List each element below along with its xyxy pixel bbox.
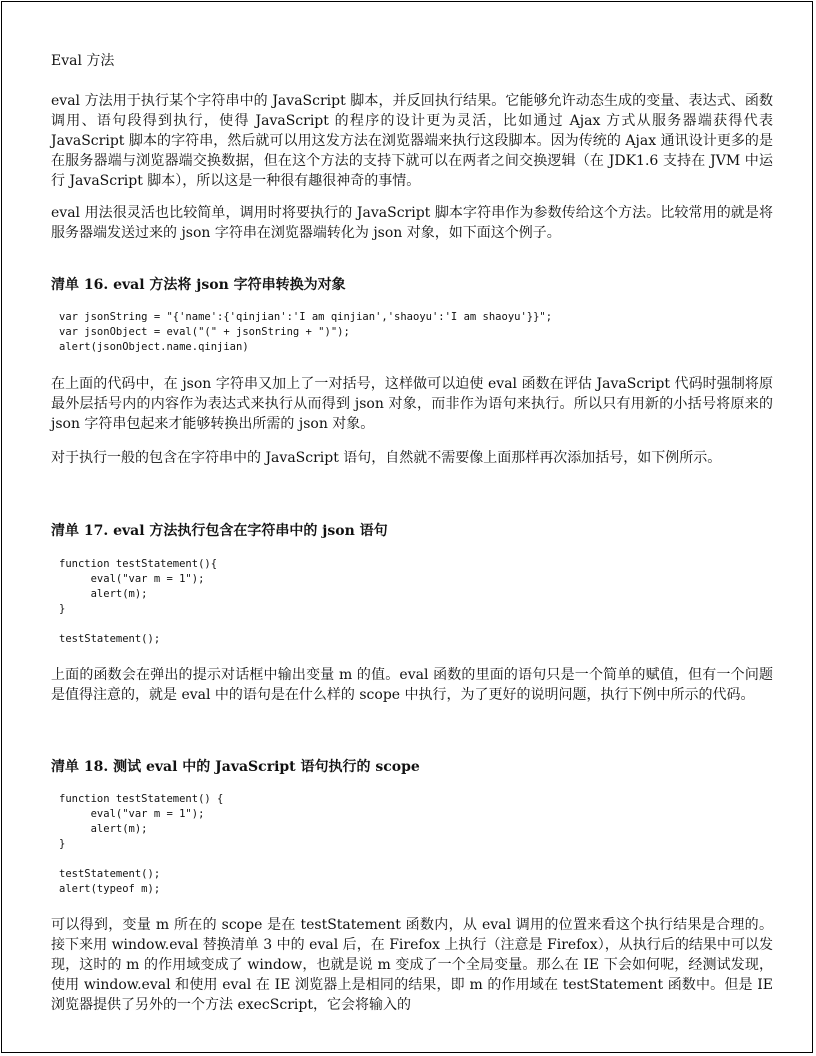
after-listing-17-paragraph: 上面的函数会在弹出的提示对话框中输出变量 m 的值。eval 函数的里面的语句只是一个简单的赋值，但有一个问题是值得注意的，就是 eval 中的语句是在什么样的 scope 中执行，为了更好的说明问题，执行下例中所示的代码。 <box>51 667 773 703</box>
section-title: Eval 方法 <box>51 53 115 69</box>
listing-17-code: function testStatement(){ eval("var m = 1"); alert(m); } testStatement(); <box>59 558 218 645</box>
listing-16-title: 清单 16. eval 方法将 json 字符串转换为对象 <box>51 277 346 293</box>
after-listing-16-paragraph: 在上面的代码中，在 json 字符串又加上了一对括号，这样做可以迫使 eval 函数在评估 JavaScript 代码时强制将原最外层括号内的内容作为表达式来执行从而得到 json 对象，而非作为语句来执行。所以只有用新的小括号将原来的 json 字符串包起来才能够转换出所需的 json 对象。 <box>51 376 773 432</box>
listing-18-title: 清单 18. 测试 eval 中的 JavaScript 语句执行的 scope <box>51 759 420 775</box>
intro-paragraph: eval 方法用于执行某个字符串中的 JavaScript 脚本，并反回执行结果。它能够允许动态生成的变量、表达式、函数调用、语句段得到执行，使得 JavaScript 的程序的设计更为灵活，比如通过 Ajax 方式从服务器端获得代表 JavaScript 脚本的字符串，然后就可以用这发方法在浏览器端来执行这段脚本。因为传统的 Ajax 通讯设计更多的是在服务器端与浏览器端交换数据，但在这个方法的支持下就可以在两者之间交换逻辑（在 JDK1.6 支持在 JVM 中运行 JavaScript 脚本），所以这是一种很有趣很神奇的事情。 <box>51 93 773 189</box>
listing-17-title: 清单 17. eval 方法执行包含在字符串中的 json 语句 <box>51 523 388 539</box>
before-listing-17-paragraph: 对于执行一般的包含在字符串中的 JavaScript 语句，自然就不需要像上面那样再次添加括号，如下例所示。 <box>51 450 722 466</box>
listing-18-code: function testStatement() { eval("var m = 1"); alert(m); } testStatement(); alert(typeof m); <box>59 793 224 895</box>
listing-16-code: var jsonString = "{'name':{'qinjian':'I am qinjian','shaoyu':'I am shaoyu'}}"; var jsonObject = eval("(" + jsonString + ")"); alert(jsonObject.name.qinjian) <box>59 311 553 353</box>
document-page <box>1 1 813 1053</box>
usage-paragraph: eval 用法很灵活也比较简单，调用时将要执行的 JavaScript 脚本字符串作为参数传给这个方法。比较常用的就是将服务器端发送过来的 json 字符串在浏览器端转化为 json 对象，如下面这个例子。 <box>51 205 773 241</box>
after-listing-18-paragraph: 可以得到，变量 m 所在的 scope 是在 testStatement 函数内，从 eval 调用的位置来看这个执行结果是合理的。接下来用 window.eval 替换清单 3 中的 eval 后，在 Firefox 上执行（注意是 Firefox），从执行后的结果中可以发现，这时的 m 的作用域变成了 window，也就是说 m 变成了一个全局变量。那么在 IE 下会如何呢，经测试发现，使用 window.eval 和使用 eval 在 IE 浏览器上是相同的结果，即 m 的作用域在 testStatement 函数中。但是 IE 浏览器提供了另外的一个方法 execScript，它会将输入的 <box>51 917 773 1013</box>
